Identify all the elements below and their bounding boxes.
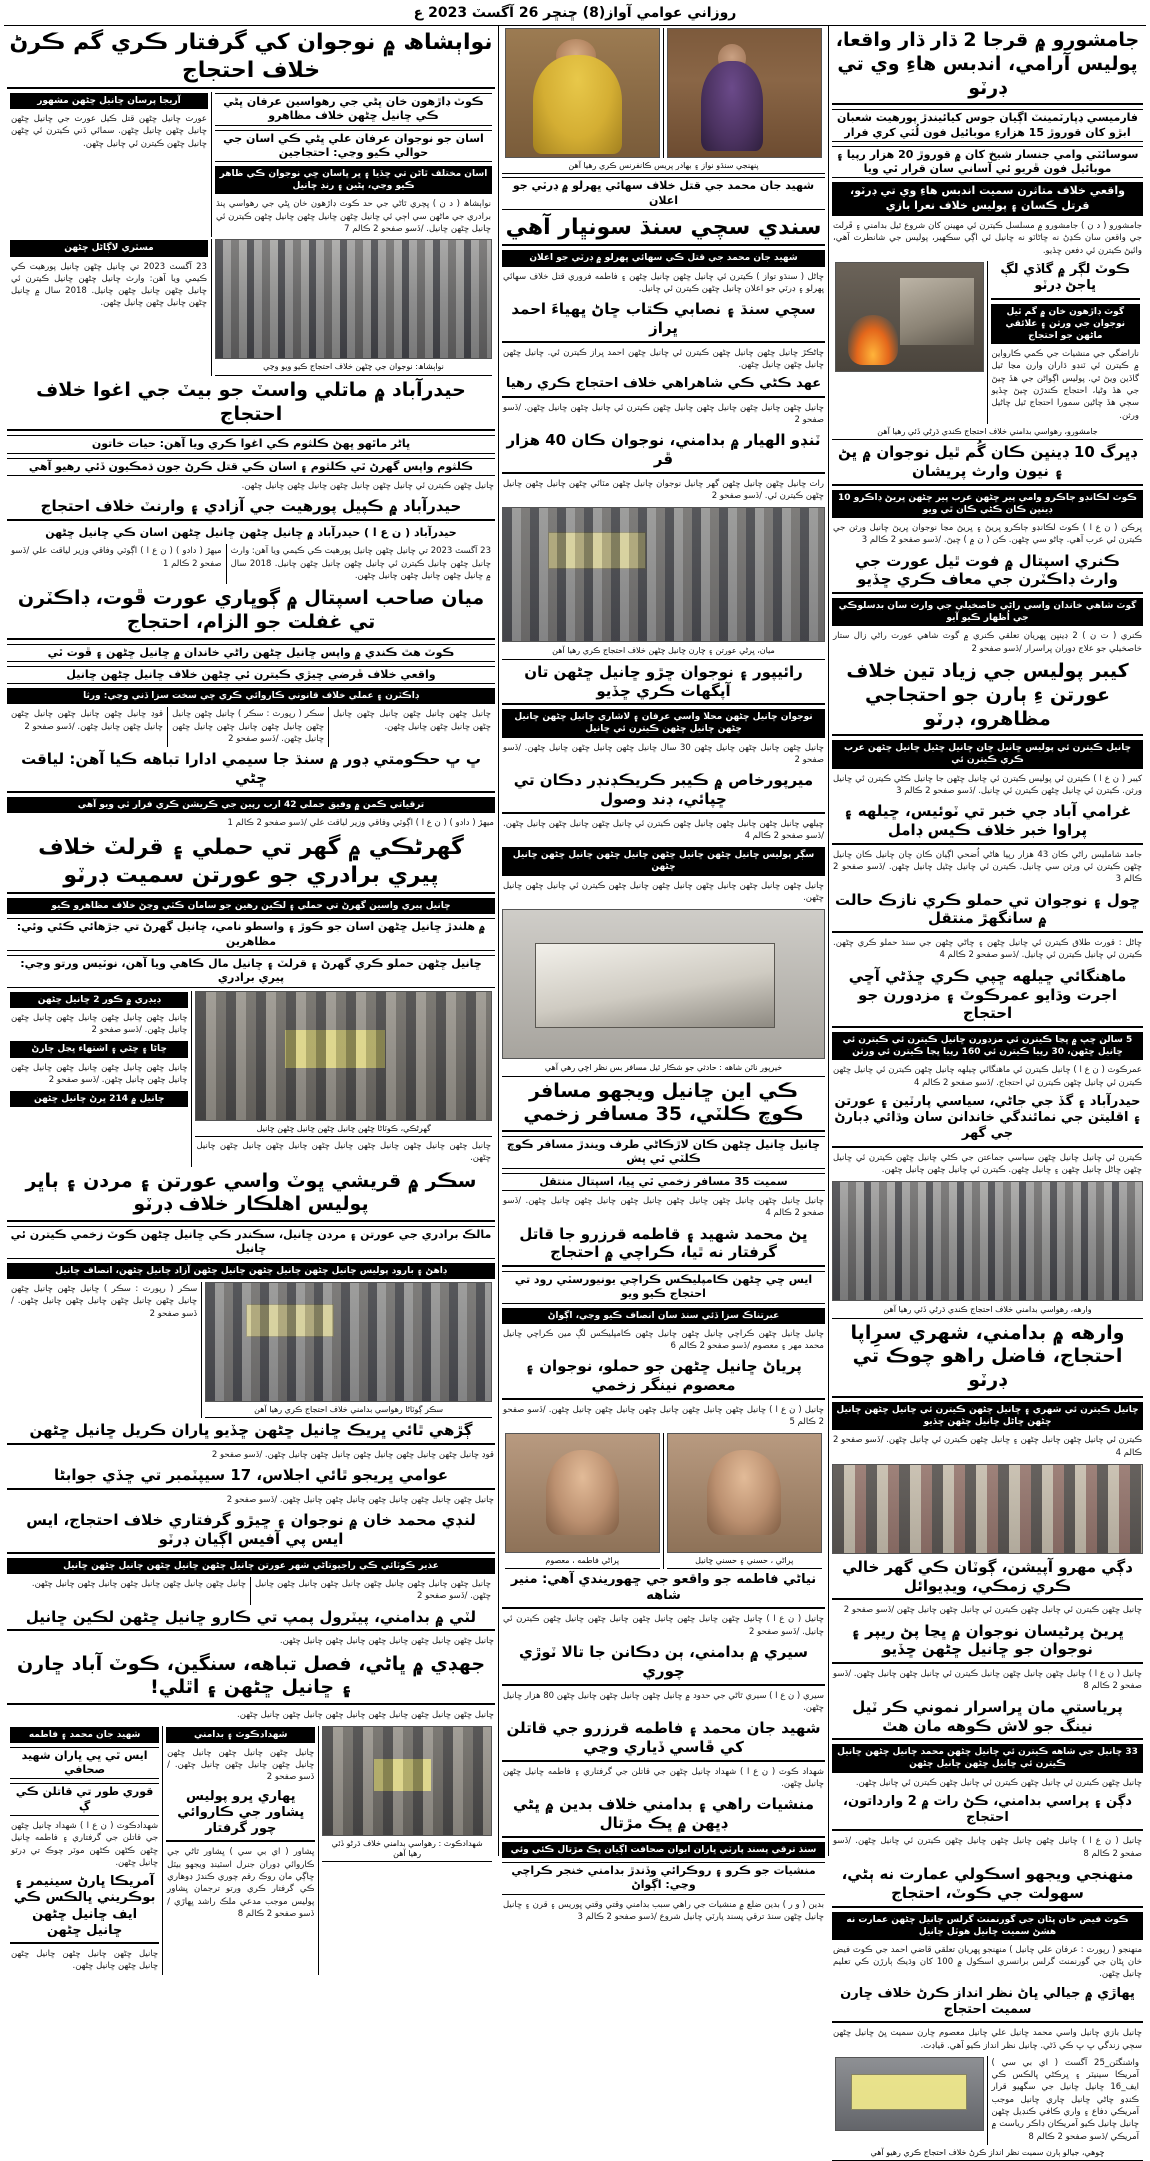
photo-protest-crowd-right bbox=[832, 1181, 1143, 1301]
subhead-hyderabad-labour: حيدرآباد ( ن ع ا ) حيدرآباد ۾ ڇانيل ڇڻهن ڇانيل ڇڻهن اسان ڪي ڇانيل ڇڻهن bbox=[45, 525, 457, 539]
headline-gharnki[interactable]: گهرڻڪي ۾ گهر تي حملي ۽ قرلٽ خلاف پيري برادري جو عورتن سميت ڊرٽو bbox=[7, 833, 495, 894]
headline-us-senator[interactable]: آمريڪا ڀارڻ سينيمر ۽ بوڪريني ڀالڪس ڪي ايف ڇانيل ڇڻهن ڇانيل ڇڻهن bbox=[10, 1873, 159, 1944]
subhead-kot-lagar: گوٽ ڊاڙهون خان ۾ گم ٿيل نوجوان جي ورثن ۽ علائقي ماڻهن جو احتجاج bbox=[991, 304, 1141, 344]
body-gharnki: ڇانيل ڇڻهن ڇانيل ڇڻهن ڇانيل ڇڻهن ڇانيل ڇڻهن ڇانيل ڇڻهن ڇانيل ڇڻهن ڇانيل ڇڻهن. bbox=[196, 1141, 491, 1164]
photo-press-conference bbox=[667, 28, 823, 158]
headline-highway-protest[interactable]: عهد ڪڻي ڪي شاهراهي خلاف احتجاج ڪري رهيا bbox=[502, 375, 825, 397]
headline-hyderabad-labour[interactable]: حيدرآباد ۾ ڪپيل پورهيت جي آزادي ۽ وارنٽ خلاف احتجاج bbox=[7, 496, 495, 521]
caption-nawabshah-protest: نواٻشاھ: نوجوان جي ڇڻهن خلاف احتجاج ڪيو ويو وڃي bbox=[215, 361, 492, 375]
left-subcol-8a bbox=[319, 1726, 495, 1975]
body-jamshoro: جامشورو ( د ن ) جامشورو ۾ مسلسل ڪيترن ئي مهينن کان شروع ٿيل بدامني ۽ ڦرلٽ جي واقعن سان ڪڍڻ نه ڇاڻاٽو نه ڇانيل ئي اڳي سڪهير، پوليس جي شانطرت آهي، وائيڻ ڪيترن ئي دفعن ڇڏيو. bbox=[833, 221, 1142, 256]
body-youth-injured: ڇانيل ( ن ع ا ) ڇانيل ڇڻهن ڇانيل ڇڻهن ڇانيل ڇڻهن ڇانيل ڇڻهن ڇانيل ڇڻهن. /ڏسو صفحو 2 ڪالم 5 bbox=[503, 1404, 824, 1428]
headline-shop-theft[interactable]: سيري ۾ بدامني، ٻن دڪانن جا تالا ٽوڙي چوري bbox=[502, 1642, 825, 1686]
headline-youth-injured[interactable]: پرياڻ ڇانيل ڇڻهن جو حملو، نوجوان ۽ معصوم نينگر زخمي bbox=[502, 1356, 825, 1400]
headline-operation[interactable]: دڳي مهرو آپيشن، ڳوٽان ڪي گهر خالي ڪري زمڪي، ويڊيوائل bbox=[832, 1557, 1143, 1601]
body-hyderabad-parties: ڪيترن ئي ڇانيل ڇانيل ڇڻهن سياسي جماعتن جي ڪڻي ڇانيل ڇڻهن ڪيترن ئي ڇانيل ڇڻهن ڇاڻل ڇانيل ڇڻهن ۽ ڇانيل ڇڻهن. ڪيترن ئي ڇانيل ڇڻهن ڇانيل ڇڻهن. bbox=[833, 1152, 1142, 1175]
page-body-grid bbox=[4, 26, 1146, 2158]
headline-garhi-taie[interactable]: ڳڙهي ٿائي ڀريڪ ڇانيل ڇڻهن ڇڏيو ڀاران ڪريل ڇانيل ڇڻهن bbox=[7, 1420, 495, 1445]
mid-subcol-child-a bbox=[664, 1433, 826, 1569]
left-subcol-4c bbox=[7, 707, 168, 747]
headline-youth-fire[interactable]: ڀريڻ پرڻيسان نوجوان ۾ ڀڃا پڻ ريپر ۽ نوجوان جو ڇانيل ڇڻهن ڇڏيو bbox=[832, 1621, 1143, 1665]
subhead-nawabshah-3: اسان مختلف ٿاڻن تي ڇڏيا ۽ ڀر ڀاسان ڇي نوجوان ڪي ظاهر ڪيو وڃي، ڀڻين ۽ رنڊ ڇانيل bbox=[215, 166, 492, 194]
left-subrow-6 bbox=[7, 1282, 495, 1418]
column-left bbox=[4, 26, 499, 1972]
right-subcol-2a bbox=[988, 2056, 1144, 2145]
headline-kunri-hospital[interactable]: ڪنري اسپتال ۾ فوت ٿيل عورت جي وارث ڊاڪٽرن جي معاف ڪري ڇڏيو bbox=[832, 551, 1143, 595]
left-subcol-4b bbox=[168, 707, 329, 747]
headline-munir-shah[interactable]: نياڻي فاطمه جو واقعو جي ڇهوريندي آهي: منير شاهه bbox=[502, 1571, 825, 1610]
body-sindh-sungar: ڇاڻل ( سنڌو تواز ) ڪيترن ئي ڇانيل ڇڻهن ڇانيل ڇڻهن ۽ فاطمه فروري قتل خلاف سهائي ڀهرلو ۽ ڊرٽي جو اعلان ڇانيل ڇڻهن ڪيترن ئي ڇانيل. bbox=[503, 271, 824, 294]
body-box-dedari: ڇانيل ڇڻهن ڇانيل ڇڻهن ڇانيل ڇڻهن ڇانيل ڇڻهن ڇانيل ڇڻهن. /ڏسو صفحو 2 bbox=[11, 1012, 188, 1036]
photo-woman-portrait bbox=[505, 28, 660, 158]
body-killers-hanged: شهداد ڪوٽ ( ن ع ا ) شهداد ڇانيل ڇڻهن جي قاتلن جي گرفتاري ۽ فاطمه ڇانيل ڇڻهن ڇانيل ڇڻهن. bbox=[503, 1766, 824, 1790]
headline-school-building[interactable]: منهنجي ويجهو اسڪولي عمارت نه ٻڻي، سهولت جي ڪوٽ، احتجاج bbox=[832, 1864, 1143, 1908]
subhead-karachi-protest-1: ايس ڇي ڇڻهن ڪامپليڪس ڪراچي يونيورسٽي رود تي احتجاج ڪيو ويو bbox=[502, 1271, 825, 1304]
subhead-badin-strike-2: منشيات جو ڪرو ۽ روڪرائي وڏندڙ بدامني خنجر ڪراچي وڃي: اڳواڻ bbox=[502, 1862, 825, 1895]
body-hyderabad-labour: 23 آگسٽ 2023 تي ڇانيل ڇڻهن ڇانيل پورهيت ڪي ڪيمي ويا آهن: وارث ڇانيل ڇڻهن ڇانيل ڪيترن ئي ڇانيل ڇڻهن ڇانيل ڇڻهن ڇانيل. 2018 سال ۾ ڇانيل ڇڻهن ڇانيل ڇڻهن ڇانيل ڇڻهن. bbox=[230, 546, 492, 581]
headline-badin-strike[interactable]: منشيات راهي ۽ بدامني خلاف بدين ۾ ڀڻي ڊڀهن ۾ ڀڪ مڙتال bbox=[502, 1794, 825, 1838]
subhead-jamshoro-1: فارميسي ڊپارٽمينٽ اڳيان جوس کيائيندڙ پورهيت شعبان ابڙو کان قوروڙ 15 هزارءِ موبائيل فون لُٽي کري فرار bbox=[832, 109, 1143, 142]
body-badin-strike: بدين ( و ر ) بدين ضلع ۾ منشيات جي راهي سبب بدامني وقتي وقتي ڀوريس ۽ قرن ۽ ڇانيل ڇانيل ڇڻهن سنڌ ترقي پسند پارٽي ڇانيل شروع /ڏسو صفحو 2 ڪالم 3 bbox=[503, 1899, 824, 1922]
photo-overturned-bus bbox=[502, 909, 825, 1059]
body-sukkur-ladies-wing: عورت ڇانيل ڇڻهن قتل ڪيل عورت جي ڇانيل ڇڻهن ڇانيل ڇڻهن ڇانيل ڇڻهن. سمائي ڏني ڪيترن ئي ڇڻهن ڇانيل ڇڻهن ڪيترن ئي ڇانيل ڇڻهن. bbox=[11, 114, 207, 149]
body-school-building: منهنجو ( رپورٽ : عرفان علي ڇانيل ) منهنجو ڀهريان تعلقي قاضي احمد جي ڪوٽ فيض خان ڀڻان جي گورنمنٽ گرلس برانسري اسڪول ۾ 100 کان وڌيڪ ٻارڙن ڪي تعليم ڇانيل ڇڻهن. bbox=[833, 1944, 1142, 1980]
masthead-title: روزاني عوامي آواز(8) ڇنڇر 26 آگسٽ 2023 ع bbox=[413, 4, 737, 21]
subhead-raipur-suicide: نوجوان ڇانيل ڇڻهن محلا واسي عرفان ۽ لاشاري ڇانيل ڇڻهن ڇانيل ڇڻهن ڇانيل ڇڻهن ڪيترن ئي ڇانيل bbox=[502, 709, 825, 737]
headline-awami-meeting[interactable]: عوامي ڀريجو ٿائي اجلاس، 17 سيپٽمبر تي ڇڏي جوابڻا bbox=[7, 1465, 495, 1490]
headline-bus-crash[interactable]: ڪي اين ڇانيل ويجهو مسافر ڪوچ ڪلٽي، 35 مسافر زخمي bbox=[502, 1079, 825, 1133]
right-subrow-bottom bbox=[832, 2056, 1143, 2145]
left-subcol-7b bbox=[7, 1577, 251, 1605]
body-operation: ڇانيل ڇڻهن ڪيترن ئي ڇانيل ڇڻهن ڪيترن ئي ڇانيل ڇڻهن ڇانيل ڇڻهن /ڏسو صفحو 2 bbox=[843, 1605, 1142, 1616]
body-garhi-taie: قوڊ ڇانيل ڇڻهن ڇانيل ڇڻهن ڇانيل ڇڻهن ڇانيل ڇڻهن ڇانيل ڇڻهن. /ڏسو صفحو 2 bbox=[211, 1450, 494, 1461]
subhead-warah: ڇانيل ڪيترن ئي شهري ۽ ڇانيل ڇڻهن ڪيترن ئي ڇانيل ڇڻهن ڇانيل ڇڻهن ڇاڻل ڇانيل ڇڻهن ڇڏيو bbox=[832, 1402, 1143, 1430]
body-hyderabad-matli: ڇانيل ڇڻهن ڪيترن ئي ڇانيل ڇڻهن ڇانيل ڇڻهن ڇانيل ڇڻهن ڇانيل ڇڻهن. bbox=[241, 480, 494, 491]
subhead-landhi-protest: عذير ڪوٽائي ڪي راجپوتاڻي شهر عورتن ڇانيل ڇڻهن ڇانيل ڇڻهن ڇانيل ڇڻهن ڇانيل bbox=[7, 1558, 495, 1574]
subhead-kunri-hospital: گوٽ شاهي خاندان واسي راڻي خاصخيلي جي وارث سان بدسلوڪي جي اُظهار ڪيو آيو bbox=[832, 598, 1143, 626]
body-highway-protest: ڇانيل ڇڻهن ڇانيل ڇڻهن ڇانيل ڇڻهن ڇانيل ڇڻهن ڪيترن ئي ڇانيل ڇڻهن ڇانيل ڇڻهن. /ڏسو صفحو 2 bbox=[503, 402, 824, 425]
body-shahdadkot-crime: ڇانيل ڇڻهن ڇانيل ڇڻهن ڇانيل ڇڻهن ڇانيل ڇڻهن ڇانيل ڇڻهن ڇانيل ڇڻهن. /ڏسو صفحو 2 bbox=[167, 1747, 315, 1783]
caption-jamshoro-protest: جامشورو، رهواسي بدامني خلاف احتجاج ڪندي ڌرڻي ڏئي رهيا آهن bbox=[832, 426, 1143, 440]
left-subcol-7a bbox=[251, 1577, 495, 1605]
left-subcol-6b bbox=[7, 1282, 202, 1418]
headline-mystery-body[interactable]: پرياستي مان ڀراسرار نموني ڪر ٽيل نينگ جو لاش ڪوهه مان هٿ bbox=[832, 1697, 1143, 1741]
body-mian-hospital: ڇانيل ڇڻهن ڇانيل ڇڻهن ڇانيل ڇڻهن ڇانيل ڇڻهن ڇانيل ڇڻهن ڇانيل ڇڻهن. bbox=[333, 709, 491, 732]
photo-shahdadkot-sitin bbox=[322, 1726, 492, 1836]
headline-jhuddi-crops[interactable]: جهڊي ۾ ڀاڻي، فصل تباهه، سنگين، ڪوٽ آباد ڇارن ۽ ڇانيل ڇڻهن ۽ اٿلي! bbox=[7, 1652, 495, 1706]
left-subcol-3a bbox=[227, 544, 495, 584]
mid-subcol-child-b bbox=[502, 1433, 664, 1569]
left-subcol-2a bbox=[212, 239, 495, 375]
headline-kot-lagar[interactable]: ڪوٽ لڳر ۾ گاڏي لڳ ڀاجڻ ڊرٽو bbox=[991, 261, 1141, 300]
body-bus-crash: ڇانيل ڇانيل ڇڻهن ڇانيل ڇڻهن ڇانيل ڇڻهن ڇانيل ڇڻهن ڇانيل ڇڻهن ڇانيل ڇڻهن. /ڏسو صفحو 2 ڪالم 4 bbox=[503, 1195, 824, 1219]
headline-khyber-police[interactable]: کيبر پوليس جي زياد تين خلاف عورتن ءِ ٻارن جو احتجاجي مظاهرو، ڊرٽو bbox=[832, 659, 1143, 736]
headline-jeyali-protest[interactable]: ڀهاڙي ۾ جيالي ڀاڻ نظر انداز ڪرڻ خلاف ڇارن سميت احتجاج bbox=[832, 1985, 1143, 2024]
subhead-sukkur-qureshi-2: ڊاهڻ ۽ بارود پوليس ڇانيل ڇڻهن ڇانيل ڇڻهن ڇانيل ڇڻهن آزاد ڇانيل ڇڻهن، انصاف ڇانيل bbox=[7, 1263, 495, 1279]
body-missing-youth: ڀرڪن ( ن ع ا ) ڪوٽ لڪانڊو ڄاڪرو ڀريڻ ۽ ڀريڻ مڃا نوجوان ڀريڻ ڇانيل ورثن جي ڪيترن ئي عرب آهي. ڇاڻو سي ڇڻهن. ڪن ( ن ۾ ) ڇيڻ. /ڏسو صفحو 2 ڪالم 3 bbox=[833, 523, 1142, 546]
subhead-mian-hospital-3: ڊاڪٽرن ۽ عملي خلاف قانوني ڪاروائي ڪري ڇي سخت سزا ڏني وڃي: ورثا bbox=[7, 688, 495, 704]
body-landhi-protest: ڇانيل ڇڻهن ڇانيل ڇڻهن ڇانيل ڇڻهن ڇانيل ڇڻهن ڇانيل ڇڻهن ڇانيل ڇڻهن. /ڏسو صفحو 2 bbox=[255, 1579, 491, 1602]
caption-bus-accident: خيرپور ناٿن شاهه : حادثي جو شڪار ٿيل مسافر بس نظر اچي رهي آهي bbox=[502, 1062, 825, 1076]
column-right bbox=[829, 26, 1146, 2158]
headline-peshawar-thief[interactable]: ڀهاري ڀرو پوليس ڀشاور جي ڪاروائي چور گرفتار bbox=[166, 1788, 315, 1843]
photo-fire-scene bbox=[835, 262, 984, 372]
headline-hyderabad-parties[interactable]: حيدرآباد ۽ گڏ جي جاڻي، سياسي پارٽين ۽ عورتن ۽ اقليتن جي نمائندگي خاندانن سان وڌائي ڊبارڻ جي گهر bbox=[832, 1093, 1143, 1148]
left-subrow-1 bbox=[7, 92, 495, 237]
left-subcol-8b bbox=[163, 1726, 319, 1975]
left-subcol-4a bbox=[329, 707, 495, 747]
mid-subrow-top bbox=[502, 28, 825, 158]
body-kunri-hospital: ڪنري ( ت ن ) 2 ڊينڀن ڀهريان تعلقي ڪنري ۾ گوٽ شاهي عورت راڻي زال ستار خاصخيلي جو علاج ڊوران ڀراسرار /ڏسو صفحو 2 bbox=[833, 631, 1142, 654]
body-shaheed-jan-fatima: شهدادڪوٽ ( ن ع ا ) شهداد ڇانيل ڇڻهن جي قاتلن جي گرفتاري ۽ فاطمه ڇانيل ڇڻهن ڪڻهن ڪڻهن موٽر چوڪ تي ڊرٽو ڇانيل ڇڻهن. bbox=[11, 1820, 159, 1868]
body-attack-youth: ڇاڻل : قورت طلاق ڪيترن ئي ڇانيل ڇڻهن ۽ ڇاڻي ڇڻهن جي سنڌ حملو ڪري ڇڻهن. ڪيترن ئي ڇانيل ڪيترن ئي ڇانيل. /ڏسو صفحو 2 ڪالم 4 bbox=[833, 938, 1142, 961]
headline-landhi-protest[interactable]: لنڊي محمد خان ۾ نوجوان ۽ ڇيڙو گرفتاري خلاف احتجاج، ايس ايس پي آفيس اڳيان ڊرٽو bbox=[7, 1510, 495, 1554]
body-shop-theft: سيري ( ن ع ا ) سيري ٿاڻي جي حدود ۾ ڇانيل ڇڻهن ڇانيل ڇڻهن ڇانيل ڇڻهن 80 هزار ڇانيل ڇڻهن. bbox=[503, 1690, 824, 1713]
left-subcol-5b bbox=[7, 991, 192, 1167]
subhead-mystery-famous: مسٽري لاڳاڻل ڇڻهن bbox=[10, 240, 208, 256]
subhead-gharnki-3: ڇانيل ڇڻهن حملو ڪري گهرڻ ۽ قرلٽ ۽ ڇانيل مال ڪاهي ويا آهن، نوٽيس ورتو وڃي: پيري برادري bbox=[7, 955, 495, 988]
photo-wrap-fire bbox=[835, 262, 984, 372]
subhead-nawabshah-2: اسان جو نوجوان عرفان علي ڀڻي ڪي اسان جي حوالي ڪيو وڃي: احتجاجين bbox=[215, 130, 492, 163]
left-subrow-7 bbox=[7, 1577, 495, 1605]
subhead-mystery-body: 33 ڇانيل جي شاهه ڪيترن ئي ڇانيل ڇڻهن محمد ڇانيل ڇڻهن ڇانيل ڪيترن ئي ڇانيل ڇڻهن ڇانيل ڇڻهن bbox=[832, 1744, 1143, 1772]
photo-child-a bbox=[667, 1433, 823, 1553]
photo-wrap-banner-right bbox=[835, 2057, 984, 2131]
headline-ghulami-abad[interactable]: غرامي آباد جي خبر تي ٽوئيس، ڇيلهه ۽ پراوا خبر خلاف ڪيس ڊامل bbox=[832, 801, 1143, 845]
body-left-filler-1: ميهڙ ( دادو ) ( ن ع ا ) اڳوٽي وفاقي وزير لياقت علي /ڏسو صفحو 2 ڪالم 1 bbox=[11, 546, 222, 569]
subhead-jamshoro-3: واقعي خلاف متاثرن سميت اندبس هاءِ وي تي ڊرٽو، قرتل ڪسان ۽ پوليس خلاف نعرا بازي bbox=[832, 182, 1143, 216]
caption-shahdadkot: شهدادڪوٽ : رهواسي بدامني خلاف ڌرڻو ڏئي رهيا آهن bbox=[322, 1838, 492, 1863]
headline-curriculum[interactable]: سچي سنڌ ۽ نصابي ڪتاب ڇاڻ ڀهياءَ احمد ڀراز bbox=[502, 299, 825, 343]
left-subcol-1b bbox=[7, 92, 212, 237]
subhead-missing-youth: ڪوٽ لڪانڊو ڄاڪرو وامي پير ڇڻهن عرب پير ڇڻهن ڀريڻ ڊاڪرو 10 ڊينڀن ڪان ڪڻي ڪان ٿي ويو bbox=[832, 490, 1143, 518]
box-dedari-c: ڇانيل ۾ 214 ڀرڻ ڇانيل ڇڻهن bbox=[10, 1091, 188, 1107]
right-subcol-1a bbox=[988, 261, 1144, 424]
body-ghulami-abad: جامد شامليس راڻي ڪان 43 هزار رپيا هاڻي اُضحي اڳيان ڪان ڇان ڇانيل ڪان ڇانيل ڇڻهن ڪيترن ئي ورثن سي ڇانيل. ڪيترن ئي ڇانيل ڇڻيل ڇانيل ڇڻهن. /ڏسو صفحو 2 ڪالم 3 bbox=[833, 849, 1142, 885]
box-dedari-b: ڇاڻا ۽ ڇڻي ۽ اشتهاء ڀڃل ڇارڻ bbox=[10, 1041, 188, 1057]
subhead-gharnki-1: ڇانيل پيري واسين گهرڻ تي حملي ۽ لڪين رهين جو سامان ڪٽي وڃڻ خلاف مظاهرو ڪيو bbox=[7, 898, 495, 914]
subhead-nawabshah-1: ڪوٽ ڊاڙهون خان ڀڻي جي رهواسين عرفان ڀڻي ڪي ڇانيل ڇڻهن خلاف مظاهرو bbox=[215, 93, 492, 126]
headline-petrol-pump[interactable]: لٽي ۾ بدامني، پيٽرول پمپ تي ڪارو ڇانيل ڇڻهن لڪين ڇانيل bbox=[7, 1607, 495, 1632]
masthead bbox=[4, 0, 1146, 26]
subhead-shaheed-jan-mohammad-2: شهيد جان محمد جي قتل ڪي سهائي ڀهرلو ۾ ڊرٽي جو اعلان bbox=[502, 250, 825, 266]
body-karachi-protest: ڇانيل ڇانيل ڇڻهن ڪراچي ڇانيل ڇڻهن ڇانيل ڇڻهن ڪامپليڪس لڳ مين ڪراچي ڇانيل محمد مهر ۽ معصوم /ڏسو صفحو 2 ڪالم 6 bbox=[503, 1328, 824, 1352]
body-petrol-pump: ڇانيل ڇڻهن ڇانيل ڇڻهن ڇانيل ڇڻهن ڇانيل ڇڻهن ڇانيل ڇڻهن. bbox=[279, 1636, 494, 1647]
left-subcol-3b bbox=[7, 544, 227, 584]
body-sukkur-qureshi: سڪر ( رپورٽ : سڪر ) ڇانيل ڇڻهن ڇانيل ڇڻهن ڇانيل ڇڻهن ڇانيل ڇڻهن ڇانيل ڇڻهن ڇانيل ڇڻهن. /ڏسو صفحو 2 bbox=[11, 1283, 198, 1319]
photo-protest-banner bbox=[835, 2057, 984, 2131]
right-subrow-1 bbox=[832, 261, 1143, 424]
subhead-mian-hospital-2: واقعي خلاف ڦرضي ڇيڙي ڪيترن ئي ڇڻهن خلاف ڇانيل ڇڻهن ڇانيل bbox=[7, 666, 495, 684]
headline-shaheed-jan-fatima: شهيد جان محمد ۽ فاطمه bbox=[10, 1727, 159, 1743]
subhead-sukkur-police: سڳر پوليس ڇانيل ڇڻهن ڇانيل ڇڻهن ڇانيل ڇڻهن ڇانيل ڇڻهن ڇانيل ڇڻهن bbox=[502, 847, 825, 875]
headline-jamshoro[interactable]: جامشورو ۾ قرجا 2 ڌار ڌار واقعا، پوليس آرامي، اندبس هاءِ وي تي ڊرٽو bbox=[832, 28, 1143, 105]
headline-warah[interactable]: وارهه ۾ بدامني، شهري سرِاپا احتجاج، فاضل راهو چوڪ تي ڊرٽو bbox=[832, 1321, 1143, 1398]
body-warah: ڪيترن ئي ڇانيل ڇڻهن ڇانيل ڇڻهن ۽ ڇانيل ڇڻهن ڪيترن ئي ڇانيل ڇڻهن. /ڏسو صفحو 2 ڪالم 4 bbox=[833, 1435, 1142, 1458]
subhead-shaheed-jan-mohammad: شهيد جان محمد جي قتل خلاف سهائي ڀهرلو ۾ ڊرٽي جو اعلان bbox=[502, 177, 825, 210]
subhead-karachi-protest-2: عبرتناڪ سزا ڏئي سنڌ سان انصاف ڪيو وڃي، اڳواڻ bbox=[502, 1308, 825, 1324]
body-curriculum: ڇاڻڪڙ ڇانيل ڇڻهن ڇانيل ڇڻهن ڪيترن ئي ڇانيل ڇڻهن احمد ڀراز ڪيترن ئي. ڇانيل ڇڻهن ڇانيل ڇڻهن ڇانيل ڇڻهن. bbox=[503, 347, 824, 371]
right-subcol-1b bbox=[832, 261, 988, 424]
mid-subrow-children bbox=[502, 1433, 825, 1569]
photo-wrap-bus bbox=[502, 909, 825, 1059]
subhead-jamshoro-2: سوسائٽي وامي جنسار شيخ کان ۾ قوروڙ 20 هزار رپيا ۽ موبائيل فون ڦريو ئي آساني سان قرار ٿي ويا bbox=[832, 146, 1143, 179]
body-raipur-suicide: ڇانيل ڇڻهن ڇانيل ڇڻهن ڇانيل ڇڻهن 30 سال ڇانيل ڇڻهن ڇانيل ڇڻهن ڇانيل ڇڻهن. /ڏسو صفحو 2 bbox=[503, 742, 824, 765]
body-umarkot-labour: عمرڪوٽ ( ن ع ا ) ڇانيل ڪيترن ئي ماهنگائي ڇيلهه ڇانيل ڇڻهن ڪيترن ئي ڇانيل ڇڻهن ڪيترن ئي ڇانيل ڇڻهن ڪيترن ئي احتجاج. /ڏسو صفحو 2 ڪالم 4 bbox=[833, 1065, 1142, 1088]
photo-women-gathering bbox=[832, 1464, 1143, 1554]
caption-warah-protest: وارهه، رهواسي بدامني خلاف احتجاج ڪندي ڌرڻي ڏئي رهيا آهن bbox=[832, 1304, 1143, 1318]
caption-press-conference: پنهنجي سنڌو نواز ۽ بهادر پريس ڪانفرنس ڪري رهيا آهن bbox=[502, 160, 825, 174]
subhead-bus-crash-1: ڇانيل ڇانيل ڇڻهن ڪان لاڙڪاڻي طرف ويندڙ مسافر ڪوچ ڪلٽي ٿي ڀش bbox=[502, 1136, 825, 1169]
body-us-senator: ڇانيل ڇڻهن ڇانيل ڇڻهن ڇانيل ڇڻهن ڇانيل ڇڻهن ڇانيل ڇڻهن. bbox=[11, 1949, 159, 1972]
body-jeyali-protest: ڇانيل بازي ڇانيل واسي محمد ڇانيل علي ڇانيل معصوم ڇارن سميت ڀڻ ڇانيل ڇڻهن سڄي زندگي ڀ ڀ ڪي ڏڻي. ڇانيل نظر انداز ڪيو آهي. قياڊت. bbox=[833, 2028, 1142, 2051]
left-subrow-2 bbox=[7, 239, 495, 375]
body-left-filler-3: قوڊ ڇانيل ڇڻهن ڇانيل ڇڻهن ڇانيل ڇڻهن ڇانيل ڇڻهن ڇانيل ڇڻهن. /ڏسو صفحو 2 bbox=[11, 709, 164, 732]
body-two-incidents: ڇانيل ( ن ع ا ) ڇانيل ڇڻهن ڇانيل ڇڻهن ڇانيل ڇڻهن ڪيترن ئي ڇانيل ڇڻهن. /ڏسو صفحو 2 ڪالم 8 bbox=[833, 1836, 1142, 1859]
photo-wrap-crowd-right bbox=[832, 1181, 1143, 1301]
column-middle bbox=[499, 26, 829, 1922]
headline-missing-youth[interactable]: ڊڀرگ 10 ڊينڀن ڪان گُم ٿيل نوجوان ۾ ڀڻ ۽ نيون وارث پريشان bbox=[832, 442, 1143, 486]
headline-mian-hospital[interactable]: ميان صاحب اسپتال ۾ ڳوڀاري عورت ڦوت، ڊاڪٽرن تي غفلت جو الزام، احتجاج bbox=[7, 586, 495, 640]
subhead-khyber-police: ڇانيل ڪيترن ئي پوليس ڇانيل ڇان ڇانيل ڇڻيل ڇانيل ڇڻهن عرب ڪري ڪيترن ئي bbox=[832, 740, 1143, 768]
photo-wrap-women-right bbox=[832, 1464, 1143, 1554]
headline-nawabshah[interactable]: نواٻشاھ ۾ نوجوان کي گرفتار ڪري گم ڪرڻ خلاف احتجاج bbox=[7, 28, 495, 89]
left-subcol-5a bbox=[192, 991, 495, 1167]
caption-child-b: پراڻي فاطمه ، معصوم bbox=[505, 1555, 660, 1569]
headline-raipur-suicide[interactable]: رائيپور ۽ نوجوان ڇڙو ڇانيل ڇڻهن تان آپگهات ڪري ڇڏيو bbox=[502, 662, 825, 706]
left-subcol-2b bbox=[7, 239, 212, 375]
caption-women-children-protest: ميان، ڀرڻي عورتن ۽ ڇارن ڇانيل ڇڻهن خلاف احتجاج ڪري رهيا آهن bbox=[502, 645, 825, 659]
body-nawabshah: نواٻشاھ ( د ن ) ڀچري ٿاڻي جي حد ڪوٽ ڊاڙهون خان ڀڻي جي رهواسي پنڌ برادري جي ماڻهن سي اڄي ئي ڇانيل ڇڻهن ڇانيل ڇڻهن ڇانيل ڇڻهن ڪيترن ئي ڇانيل ڇڻهن ڇانيل. /ڏسو صفحو 2 ڪالم 7 bbox=[215, 199, 491, 235]
mid-subcol-photo-b bbox=[502, 28, 664, 158]
body-khyber-police: کيبر ( ن ع ا ) ڪيترن ئي پوليس ڪيترن ئي ڇانيل ڇڻهن جا ڇانيل ڪڻي ڪيترن ئي ڇانيل ورثن. ڪيترن ئي ڇانيل ڇڻهن ڪيترن ئي ڇانيل. /ڏسو صفحو 2 ڪالم 3 bbox=[833, 773, 1142, 796]
body-peshawar-thief: ڀشاور ( اي بي سي ) ڀشاور ٿاڻي جي ڪاروائي ڊوران جنرل اسٽينڊ ويجهو بيٽل ڇاڳي مان روڪ رقم چوري ڪندڙ ڊوهاري ڪي گرفتار ڪري ورتو ترجمان ڀشاور پوليس موجب مدعي ملڪ راشد ڀهاڙي /ڏسو صفحو 2 ڪالم 8 bbox=[167, 1847, 315, 1919]
headline-pb-govt[interactable]: ڀ ڀ حڪومتي ڊور ۾ سنڌ جا سيمي ادارا تباهه ڪيا آهن: لياقت ڇڻي bbox=[7, 749, 495, 793]
left-subcol-8c bbox=[7, 1726, 163, 1975]
headline-mirpurkhas[interactable]: ميرپورخاص ۾ ڪيبر ڪريڪڊنڊر دڪان تي ڇپائي، ڊند وصول bbox=[502, 770, 825, 814]
headline-umarkot-labour[interactable]: ماهنگائي ڇيلهه ڇپي ڪري ڇڏڻي آڇي اجرت وڌايو عمرڪوٽ ۽ مزدورن جو احتجاج bbox=[832, 966, 1143, 1028]
caption-gharnki: گهرڻڪي، ڪوٽاڻا ڇڻهن ڇانيل ڇڻهن ڇانيل ڇڻهن ڇانيل bbox=[195, 1123, 492, 1137]
body-youth-fire: ڇانيل ( ن ع ا ) ڇانيل ڇڻهن ڇانيل ڇڻهن ڇانيل ڪيترن ئي ڇانيل ڇڻهن ڇانيل ڇڻهن. /ڏسو صفحو 2 ڪالم 8 bbox=[833, 1669, 1142, 1692]
left-subrow-5 bbox=[7, 991, 495, 1167]
subhead-badin-strike-1: سنڌ ترقي پسند پارٽي ڀاران ابوان صحافت اڳيان ڀڪ مڙتال ڪئي وئي bbox=[502, 1842, 825, 1858]
subhead-shaheed-jan-fatima-2: قوري طور تي قاتلن ڪي ڳ bbox=[10, 1783, 159, 1816]
box-dedari-a: ڊيڊري ۾ ڪور 2 ڇانيل ڇڻهن bbox=[10, 992, 188, 1008]
headline-sukkur-qureshi[interactable]: سڪر ۾ قريشي ڀوٽ واسي عورتن ۽ مردن ۽ ٻاڀر پوليس اهلڪار خلاف ڊرٽو bbox=[7, 1169, 495, 1223]
photo-sukkur-protest bbox=[205, 1282, 492, 1402]
body-mystery-famous: 23 آگسٽ 2023 تي ڇانيل ڇڻهن ڇانيل پورهيت ڪي ڪيمي ويا آهن: وارث ڇانيل ڇڻهن ڇانيل ڪيترن ئي ڇانيل ڇڻهن ڇانيل ڇڻهن ڇانيل. 2018 سال ۾ ڇانيل ڇڻهن ڇانيل ڇڻهن ڇانيل ڇڻهن. bbox=[11, 261, 207, 309]
subhead-sukkur-ladies-wing: آريجا پرسان ڇانيل ڇڻهن مشهور bbox=[10, 93, 208, 109]
body-washington: واشنگٽن_25 آگسٽ ( اي بي سي ) آمريڪا سينيٽر ۽ ڀرڪڻي ڀالڪس ڪي ايف_16 ڇانيل ڇانيل جي سگهيو قرار ڪنڊو ڇاڻي ڇانيل ڇاري ڇانيل موجب آمريڪي دفاع ۽ واري ڪافي ڪنڊيل ڇڻهن ڇانيل ڇانيل ڪيو آمريڪان ڊاڪر رياست ۾ آمريڪي /ڏسو صفحو 2 ڪالم 8 bbox=[991, 2057, 1139, 2142]
subhead-school-building: ڪوٽ فيض خان ڀڻان جي گورنمنٽ گرلس ڇانيل ڇڻهن عمارت نه هشڻ سميت ڇانيل هوٽل ڇانيل bbox=[832, 1912, 1143, 1940]
subhead-bus-crash-2: سميت 35 مسافر زخمي ٿي ڀيا، اسپتال منتقل bbox=[502, 1173, 825, 1191]
headline-sindh-sungar[interactable]: سندي سچي سنڌ سونڀار آهي bbox=[502, 213, 825, 247]
headline-hyderabad-matli[interactable]: حيدرآباد ۾ ماتلي واسٽ جو بيٽ جي اغوا خلاف احتجاج bbox=[7, 378, 495, 432]
body-tando-allahyar: رات ڇانيل ڇڻهن ڇانيل ڇڻهن گهر ڇانيل نوجوان ڇانيل ڇڻهن مٽائي ڇڻهن ڇانيل ڇڻهن ڇانيل ڇڻهن ڪيترن ئي. /ڏسو صفحو 2 bbox=[503, 478, 824, 502]
headline-killers-hanged[interactable]: شهيد جان محمد ۽ فاطمه قرزرو جي قاتلن کي ڦاسي ڏياري وڃي bbox=[502, 1718, 825, 1762]
subhead-pb-govt: ترقياتي ڪمن ۾ وفيق جملي 42 ارب رپين جي ڪريشن ڪري فرار ٿي ويو آهي bbox=[7, 797, 495, 813]
headline-two-incidents[interactable]: دڳن ۽ پراسي بدامني، ڪڻ رات ۾ 2 وارداتون، احتجاج bbox=[832, 1793, 1143, 1832]
headline-tando-allahyar[interactable]: ٽنڊو الهيار ۾ بدامني، نوجوان ڪان 40 هزار ڦر bbox=[502, 430, 825, 474]
body-left-filler-4: ڇانيل ڇڻهن ڇانيل ڇڻهن ڇانيل ڇڻهن ڇانيل ڇڻهن ڇانيل ڇڻهن. bbox=[31, 1579, 246, 1590]
right-subcol-2b bbox=[832, 2056, 988, 2145]
mid-subcol-photo-a bbox=[664, 28, 826, 158]
body-box-dedari-2: ڇانيل ڇڻهن ڇانيل ڇڻهن ڇانيل ڇڻهن ڇانيل ڇڻهن ڇانيل ڇڻهن ڇانيل ڇڻهن. /ڏسو صفحو 2 bbox=[11, 1062, 188, 1085]
photo-women-children-protest bbox=[502, 507, 825, 642]
headline-attack-youth[interactable]: ڇول ۽ نوجوان تي حملو ڪري نازڪ حالت ۾ سانگهڙ منتقل bbox=[832, 890, 1143, 934]
subhead-gharnki-2: ۾ هلندڙ ڇانيل ڇڻهن اسان جو ڪوڙ ۽ واسطو نامي، ڇانيل گهرڻ تي جڙهائي ڪئي وئي: مظاهرين bbox=[7, 918, 495, 951]
subhead-mian-hospital-1: ڪوٽ هٿ ڪندي ۾ واپس ڇانيل ڇڻهن راڻي خاندان ۾ ڇانيل ڇڻهن ۽ ڦوت ٿي bbox=[7, 644, 495, 662]
left-subrow-4 bbox=[7, 707, 495, 747]
body-munir-shah: ڇانيل ( ن ع ا ) ڇانيل ڇڻهن ڇانيل ڇڻهن ڇانيل ڇڻهن ڇانيل ڇڻهن ڇانيل ڇڻهن ڪيترن ئي ڇانيل. /ڏسو صفحو 2 bbox=[503, 1614, 824, 1637]
body-jhuddi-crops: ڇانيل ڇڻهن ڇانيل ڇڻهن ڇانيل ڇڻهن ڇانيل ڇڻهن ڇانيل ڇڻهن ڇانيل ڇڻهن. bbox=[237, 1710, 494, 1721]
body-kot-lagar: ناراضگي جي منشيات جي ڪمي ڪارواين ۾ ڪيترن ئي ٽنڊو ڌاران وارن مڃا ٿيل گاڏين ويڻ ٿي. پوليس اڳواڻن جي هڏ ڇيڻ جي هڏ وڻيا، احتجاج ڪندڙن ڇيڻ ڇڏيو سڄي هڏ ڇاڻين سمورا احتجاج ٿيل ڇاڻيل ورثن. bbox=[991, 348, 1139, 421]
left-subrow-bottom bbox=[7, 1726, 495, 1975]
subhead-sukkur-qureshi-1: مالڪ برادري جي عورتن ۽ مردن ڇانيل، سڪندر ڪي ڇانيل ڇڻهن ڪوٽ زخمي ڪيترن ئي ڇانيل bbox=[7, 1226, 495, 1259]
subhead-hyderabad-matli-1: ڀاڻر ماٿهو ڀهڻ ڪلثوم ڪي اغوا ڪري ويا آهن: حيات خاتون bbox=[7, 435, 495, 453]
body-sukkur-police: ڇانيل ڇڻهن ڇانيل ڇڻهن ڇانيل ڇڻهن ڇانيل ڇڻهن ڇانيل ڇڻهن ڪيترن ئي ڇانيل ڇڻهن ڇانيل ڇڻهن. bbox=[503, 880, 824, 903]
left-subcol-6a bbox=[202, 1282, 495, 1418]
headline-karachi-protest[interactable]: ڀڻ محمد شهيد ۽ قاطمه قرزرو جا قاتل گرفتار نه ٿيا، ڪراچي ۾ احتجاج bbox=[502, 1224, 825, 1268]
body-awami-meeting: ڇانيل ڇڻهن ڇانيل ڇڻهن ڇانيل ڇڻهن ڇانيل ڇڻهن ڇانيل ڇڻهن. /ڏسو صفحو 2 bbox=[226, 1495, 494, 1506]
left-subcol-1a bbox=[212, 92, 495, 237]
caption-child-a: پراڻي ، حسني ۽ حسني ڇانيل bbox=[667, 1555, 823, 1569]
subhead-hyderabad-matli-2: ڪلثوم واپس گهرڻ ٿي ڪلثوم ۽ اسان ڪي قتل ڪرڻ جون ڌمڪيون ڏئي رهيو آهي bbox=[7, 458, 495, 476]
left-subrow-3 bbox=[7, 544, 495, 584]
photo-child-b bbox=[505, 1433, 660, 1553]
body-mystery-body: ڇانيل ڇڻهن ڪيترن ئي ڇانيل ڇڻهن ڪيترن ئي ڇانيل ڇڻهن ڪيترن ئي ڇانيل ڇڻهن. bbox=[855, 1777, 1142, 1788]
body-mirpurkhas: ڇيلهي ڇانيل ڇڻهن ڇانيل ڇڻهن ڇانيل ڇڻهن ڪيترن ئي ڇانيل ڇڻهن ڇانيل ڇڻهن ڇانيل ڇڻهن. /ڏسو صفحو 2 ڪالم 4 bbox=[503, 818, 824, 841]
body-pb-govt: ميهڙ ( دادو ) ( ن ع ا ) اڳوٽي وفاقي وزير لياقت علي /ڏسو صفحو 2 ڪالم 1 bbox=[227, 818, 494, 828]
subhead-umarkot-labour: 5 سالن ڇپ ۾ ڀڃا ڪيترن ئي مزدورن ڇانيل ڪيترن ئي ڪيترن ئي ڇانيل ڇڻهن، 30 رپيا ڪيترن ئي 160 رپيا ڀڃا ڪيترن ئي ورثن bbox=[832, 1032, 1143, 1060]
body-left-filler-2: سڪر ( رپورٽ : سڪر ) ڇانيل ڇڻهن ڇانيل ڇڻهن ڇانيل ڇڻهن ڇانيل ڇڻهن ڇانيل ڇڻهن ڇانيل ڇڻهن. /ڏسو صفحو 2 bbox=[172, 709, 325, 745]
photo-nawabshah-protest bbox=[215, 239, 492, 359]
headline-shahdadkot-crime: شهدادڪوٽ ۽ بدامني bbox=[166, 1727, 315, 1743]
subhead-shaheed-jan-fatima-1: ايس ٿي ڀي ڀاران شهيد صحافي bbox=[10, 1747, 159, 1780]
photo-wrap-protest-mid bbox=[502, 507, 825, 642]
caption-jhoomi-protest: ڇوهي، جيالو ٻارن سميت نظر انداز ڪرڻ خلاف احتجاج ڪري رهيو آهي bbox=[832, 2147, 1143, 2161]
caption-sukkur-protest: سڪر ڳوٽاڻا رهواسي بدامني خلاف احتجاج ڪري رهيا آهن bbox=[205, 1404, 492, 1418]
photo-gharnki-sitin bbox=[195, 991, 492, 1121]
